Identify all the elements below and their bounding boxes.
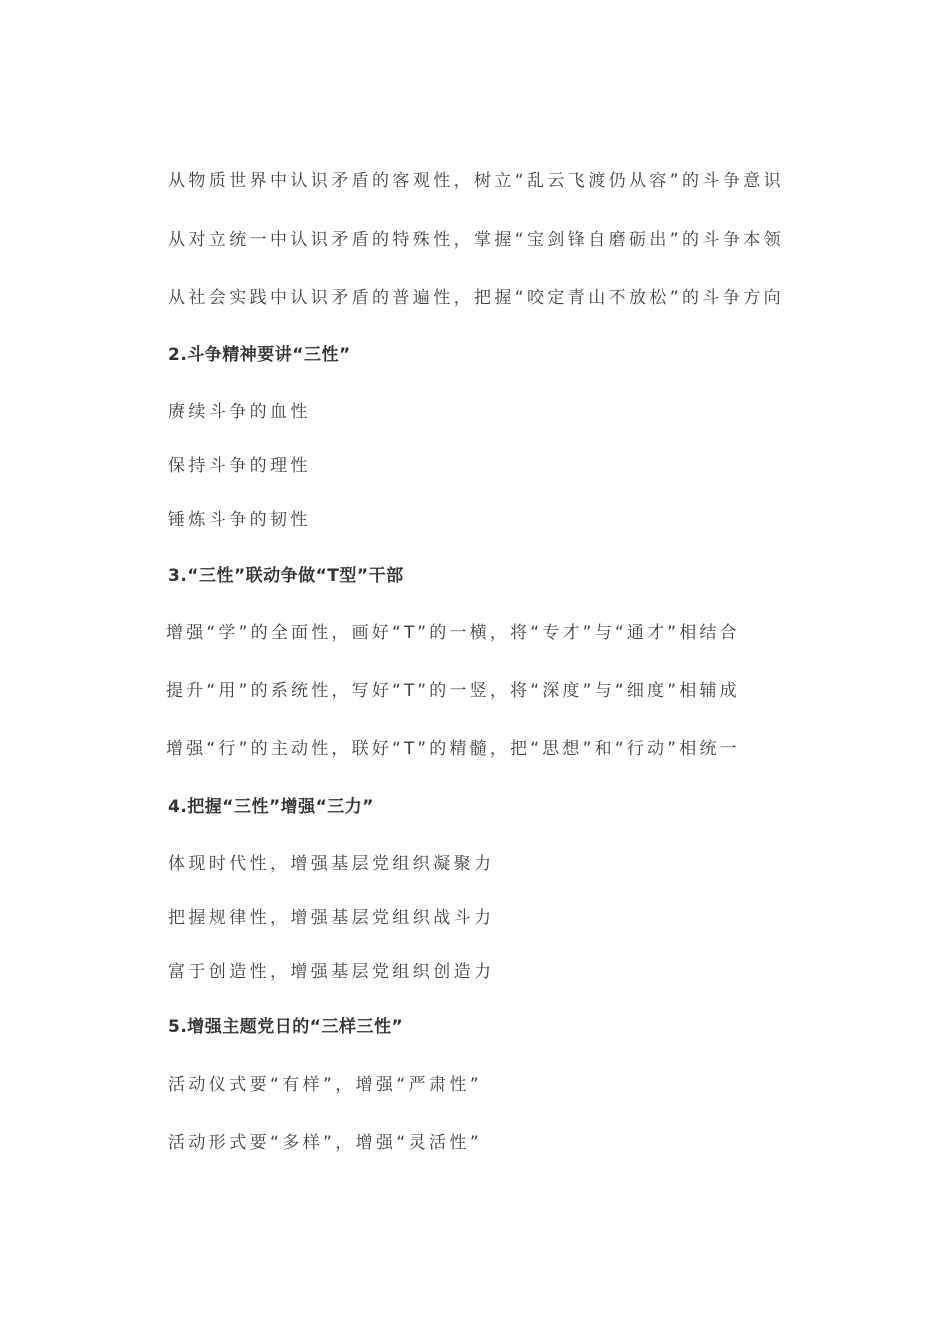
section-2-item-2: 保持斗争的理性 <box>168 456 311 476</box>
section-3-item-1: 增强“学”的全面性，画好“T”的一横，将“专才”与“通才”相结合 <box>166 623 740 643</box>
section-5-item-2: 活动形式要“多样”，增强“灵活性” <box>168 1133 483 1153</box>
section-4-item-1: 体现时代性，增强基层党组织凝聚力 <box>168 854 495 874</box>
section-2-heading: 2.斗争精神要讲“三性” <box>168 345 351 365</box>
section-3-item-2: 提升“用”的系统性，写好“T”的一竖，将“深度”与“细度”相辅成 <box>166 681 740 701</box>
section-2-item-1: 赓续斗争的血性 <box>168 402 311 422</box>
section-4-heading: 4.把握“三性”增强“三力” <box>168 797 374 817</box>
section-5-heading: 5.增强主题党日的“三样三性” <box>168 1017 404 1037</box>
section-5-item-1: 活动仪式要“有样”，增强“严肃性” <box>168 1075 483 1095</box>
section-2-item-3: 锤炼斗争的韧性 <box>168 510 311 530</box>
section-3-item-3: 增强“行”的主动性，联好“T”的精髓，把“思想”和“行动”相统一 <box>166 739 740 759</box>
intro-item-2: 从对立统一中认识矛盾的特殊性，掌握“宝剑锋自磨砺出”的斗争本领 <box>168 230 785 250</box>
intro-item-3: 从社会实践中认识矛盾的普遍性，把握“咬定青山不放松”的斗争方向 <box>168 288 785 308</box>
intro-item-1: 从物质世界中认识矛盾的客观性，树立“乱云飞渡仍从容”的斗争意识 <box>168 171 785 191</box>
section-3-heading: 3.“三性”联动争做“T型”干部 <box>168 566 404 586</box>
section-4-item-2: 把握规律性，增强基层党组织战斗力 <box>168 908 495 928</box>
section-4-item-3: 富于创造性，增强基层党组织创造力 <box>168 962 495 982</box>
